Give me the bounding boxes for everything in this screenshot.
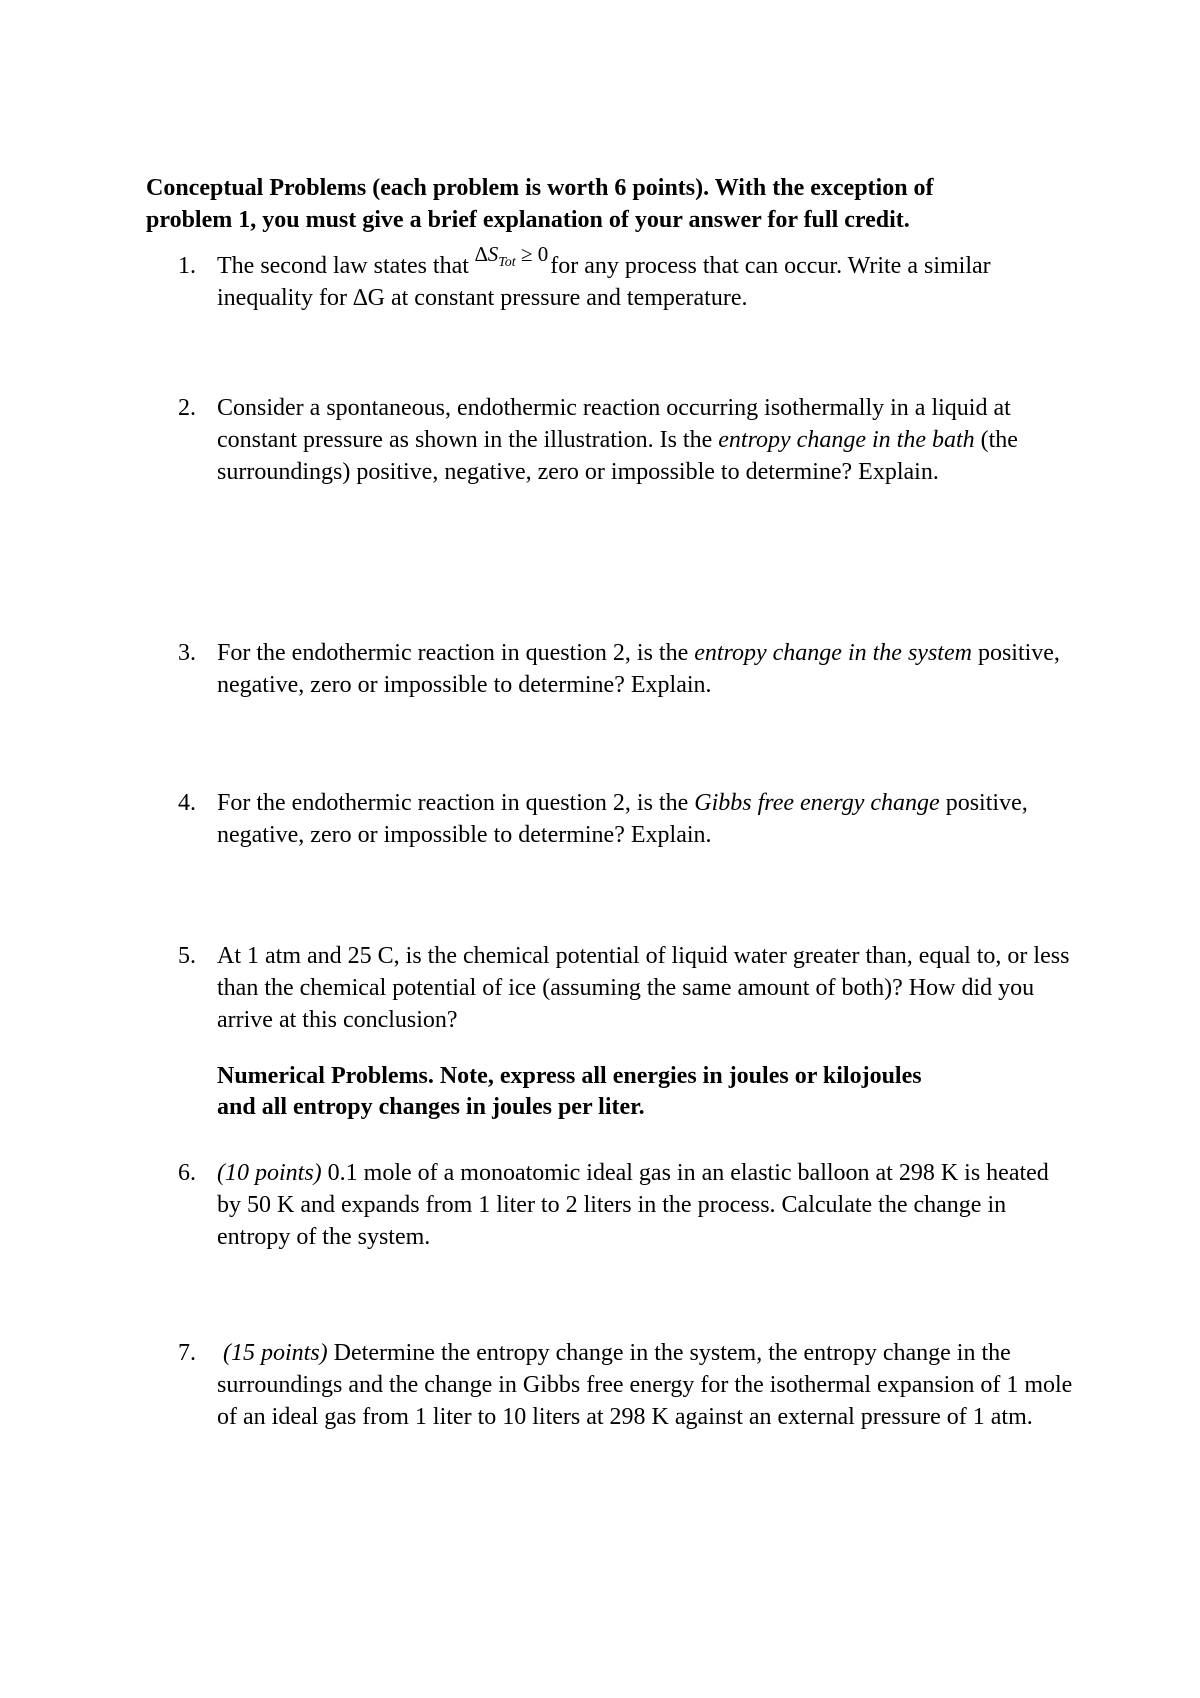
numerical-heading-line-1: Numerical Problems. Note, express all energies in joules or kilojoules [217,1063,922,1089]
heading-line-2: problem 1, you must give a brief explanation of your answer for full credit. [146,207,910,233]
numerical-problems-heading [217,1061,1077,1123]
emphasis-text: entropy change in the system [694,640,972,666]
heading-line-1: Conceptual Problems (each problem is worth 6 points). With the exception of [146,175,934,201]
problem-number: 3. [178,640,196,666]
problem-number: 1. [178,253,196,279]
emphasis-text: Gibbs free energy change [694,790,940,816]
points-label: (10 points) [217,1160,322,1186]
emphasis-text: entropy change in the bath [718,427,975,453]
problem-text: The second law states that $\Delta S_{Tot} \ge 0for$ any process that can occur. Write a similar inequality for ∆G at constant pressure and temperature. [217,242,991,311]
problem-text: At 1 atm and 25 C, is the chemical potential of liquid water greater than, equal to, or less than the chemical potential of ice (assuming the same amount of both)? How did you arrive at this conclusion? [217,943,1070,1033]
problem-text: For the endothermic reaction in question 2, is the Gibbs free energy change positive, negative, zero or impossible to determine? Explain. [217,790,1028,848]
problem-text: For the endothermic reaction in question 2, is the entropy change in the system positive, negative, zero or impossible to determine? Explain. [217,640,1060,698]
problem-number: 2. [178,395,196,421]
problem-number: 5. [178,943,196,969]
problem-text: Consider a spontaneous, endothermic reaction occurring isothermally in a liquid at constant pressure as shown in the illustration. Is the entropy change in the bath (the surroundings) positive, negative, zero or impossible to determine? Explain. [217,395,1018,485]
problem-number: 6. [178,1160,196,1186]
problem-text: (15 points) Determine the entropy change in the system, the entropy change in the surroundings and the change in Gibbs free energy for the isothermal expansion of 1 mole of an ideal gas from 1 liter to 10 liters at 298 K against an external pressure of 1 atm. [217,1340,1073,1430]
problem-text: (10 points) 0.1 mole of a monoatomic ideal gas in an elastic balloon at 298 K is heated by 50 K and expands from 1 liter to 2 liters in the process. Calculate the change in entropy of the system. [217,1160,1049,1250]
points-label: (15 points) [223,1340,328,1366]
problem-number: 7. [178,1340,196,1366]
problem-number: 4. [178,790,196,816]
conceptual-problems-heading [146,172,1086,236]
numerical-heading-line-2: and all entropy changes in joules per liter. [217,1094,645,1120]
entropy-inequality-formula: $\Delta S_{Tot} \ge 0$ [474,242,549,270]
